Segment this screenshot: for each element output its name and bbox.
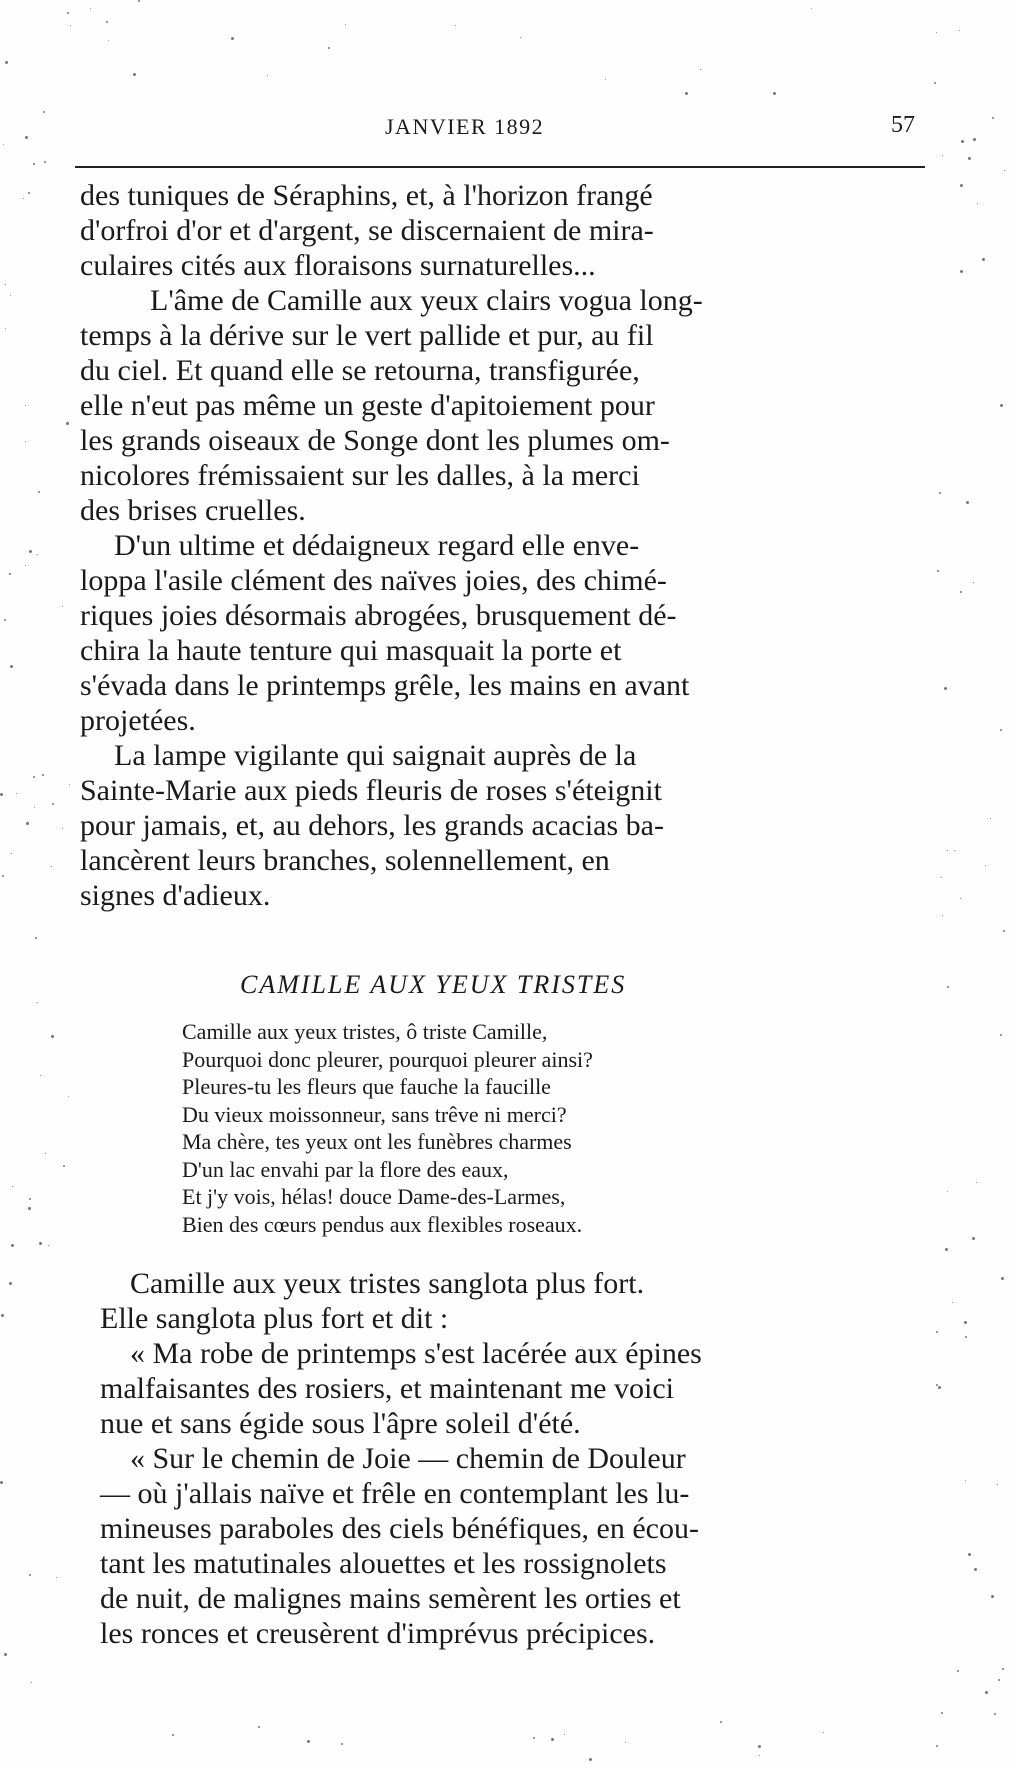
scan-speck <box>965 1480 966 1481</box>
scan-speck <box>1002 1668 1004 1670</box>
scan-speck <box>625 1742 626 1743</box>
scan-speck <box>11 1244 14 1247</box>
scan-speck <box>4 1653 7 1656</box>
scan-speck <box>39 1242 42 1245</box>
scan-speck <box>35 937 37 939</box>
scan-speck <box>40 1075 41 1076</box>
poem-verse: Pleures-tu les fleurs que fauche la faucille <box>182 1074 551 1099</box>
scan-speck <box>997 1484 998 1485</box>
scan-speck <box>51 866 52 867</box>
scan-speck <box>258 1726 260 1728</box>
scan-speck <box>985 865 986 866</box>
scan-speck <box>945 1248 948 1251</box>
scan-speck <box>959 30 960 31</box>
scan-speck <box>5 328 6 329</box>
paragraph-5 <box>100 1266 940 1336</box>
scan-speck <box>1000 404 1003 407</box>
scan-speck <box>267 75 268 76</box>
scan-speck <box>952 1302 953 1303</box>
scan-speck <box>25 405 26 406</box>
scan-speck <box>968 157 971 160</box>
scan-speck <box>9 1282 12 1285</box>
scan-speck <box>936 32 937 33</box>
scan-speck <box>25 136 28 139</box>
text-line: du ciel. Et quand elle se retourna, transfigurée, <box>80 354 640 387</box>
text-line: signes d'adieux. <box>80 879 271 912</box>
scan-speck <box>974 1568 977 1571</box>
scan-speck <box>3 144 4 145</box>
text-line: nicolores frémissaient sur les dalles, à la merci <box>80 459 640 492</box>
poem-verse: Bien des cœurs pendus aux flexibles roseaux. <box>182 1211 583 1237</box>
poem-verse: Pourquoi donc pleurer, pourquoi pleurer ainsi? <box>182 1046 593 1072</box>
paragraph-1 <box>80 178 925 283</box>
scan-speck <box>37 1002 38 1003</box>
scan-speck <box>964 1321 967 1324</box>
scan-speck <box>947 1191 948 1192</box>
scan-speck <box>758 1745 761 1748</box>
text-line: « Ma robe de printemps s'est lacérée aux épines <box>130 1337 702 1370</box>
text-line: L'âme de Camille aux yeux clairs vogua long- <box>150 284 703 317</box>
scan-speck <box>941 1712 943 1714</box>
scan-speck <box>106 21 108 23</box>
scan-speck <box>720 1721 722 1723</box>
scan-speck <box>33 776 35 778</box>
scan-speck <box>937 570 939 572</box>
text-line: riques joies désormais abrogées, brusquement dé- <box>80 599 677 632</box>
scan-speck <box>133 73 136 76</box>
scan-speck <box>56 1577 57 1578</box>
scan-speck <box>28 192 30 194</box>
scan-speck <box>48 1245 49 1246</box>
paragraph-6 <box>100 1336 940 1441</box>
running-header <box>75 108 925 148</box>
scan-speck <box>16 793 17 794</box>
scan-speck <box>968 1553 971 1556</box>
scan-speck <box>5 61 8 64</box>
text-line: les grands oiseaux de Songe dont les plumes om- <box>80 424 670 457</box>
scan-speck <box>941 877 942 878</box>
scan-speck <box>11 853 12 854</box>
scan-speck <box>977 203 978 204</box>
scan-speck <box>973 138 976 141</box>
scan-speck <box>985 1691 988 1694</box>
scan-speck <box>976 1182 977 1183</box>
text-line: des tuniques de Séraphins, et, à l'horizon frangé <box>80 179 653 212</box>
paragraph-7 <box>100 1441 940 1651</box>
text-line: loppa l'asile clément des naïves joies, des chimé- <box>80 564 667 597</box>
scan-speck <box>942 155 943 156</box>
scan-speck <box>63 1165 65 1167</box>
scan-speck <box>936 1331 938 1333</box>
scan-speck <box>990 818 991 819</box>
text-line: « Sur le chemin de Joie — chemin de Douleur <box>130 1442 686 1475</box>
scan-speck <box>1003 930 1005 932</box>
scan-speck <box>44 161 46 163</box>
scan-speck <box>773 92 776 95</box>
scan-speck <box>533 1737 535 1739</box>
main-text-block <box>80 178 925 913</box>
scan-speck <box>1004 170 1005 171</box>
scan-speck <box>965 1336 967 1338</box>
poem-verse: Camille aux yeux tristes, ô triste Camille, <box>182 1019 548 1044</box>
scan-speck <box>961 140 964 143</box>
poem-verse: Ma chère, tes yeux ont les funèbres charmes <box>182 1129 572 1154</box>
scan-speck <box>328 47 330 49</box>
scan-speck <box>605 79 606 80</box>
text-line: Camille aux yeux tristes sanglota plus fort. <box>130 1267 645 1300</box>
page-number: 57 <box>891 112 915 138</box>
scan-speck <box>68 1096 69 1097</box>
scan-speck <box>52 803 54 805</box>
text-line: tant les matutinales alouettes et les rossignolets <box>100 1547 667 1580</box>
scan-speck <box>9 573 11 575</box>
scan-speck <box>700 69 701 70</box>
scan-speck <box>942 915 943 916</box>
text-line: culaires cités aux floraisons surnaturelles... <box>80 249 596 282</box>
scan-speck <box>973 582 974 583</box>
scan-speck <box>138 0 140 2</box>
poem-verse: Et j'y vois, hélas! douce Dame-des-Larmes, <box>182 1184 566 1209</box>
scan-speck <box>957 1670 959 1672</box>
text-line: elle n'eut pas même un geste d'apitoiement pour <box>80 389 655 422</box>
text-line: les ronces et creusèrent d'imprévus précipices. <box>100 1617 656 1650</box>
scan-speck <box>37 554 38 555</box>
scan-speck <box>307 1740 310 1743</box>
scan-speck <box>26 822 29 825</box>
text-line: malfaisantes des rosiers, et maintenant me voici <box>100 1372 674 1405</box>
scan-speck <box>994 1713 996 1715</box>
scan-speck <box>10 295 11 296</box>
scan-speck <box>10 665 13 668</box>
scan-speck <box>960 184 963 187</box>
scan-speck <box>172 1734 174 1736</box>
text-line: Sainte-Marie aux pieds fleuris de roses s'éteignit <box>80 774 662 807</box>
scan-speck <box>759 1755 760 1756</box>
scan-speck <box>960 270 963 273</box>
poem-verse: D'un lac envahi par la flore des eaux, <box>182 1156 509 1182</box>
scan-speck <box>231 37 234 40</box>
scan-speck <box>45 1153 46 1154</box>
scan-speck <box>954 850 955 851</box>
scan-speck <box>25 441 26 442</box>
text-line: d'orfroi d'or et d'argent, se discernaient de mira- <box>80 214 654 247</box>
scan-speck <box>42 774 44 776</box>
poem-verse: Du vieux moissonneur, sans trêve ni merci? <box>182 1101 567 1127</box>
scan-speck <box>29 1574 31 1576</box>
scan-speck <box>34 807 35 808</box>
scan-speck <box>947 986 949 988</box>
scan-speck <box>972 1237 975 1240</box>
scan-speck <box>936 1745 938 1747</box>
scan-speck <box>2 875 4 877</box>
text-line: projetées. <box>80 704 196 737</box>
scan-speck <box>939 492 941 494</box>
scan-speck <box>685 92 688 95</box>
scan-speck <box>345 24 346 25</box>
poem-verses <box>182 1018 882 1238</box>
scan-speck <box>811 8 812 9</box>
scan-speck <box>0 793 3 796</box>
scan-speck <box>823 1732 824 1733</box>
text-line: temps à la dérive sur le vert pallide et pur, au fil <box>80 319 654 352</box>
scan-speck <box>67 12 69 14</box>
text-line: des brises cruelles. <box>80 494 306 527</box>
text-line: mineuses paraboles des ciels bénéfiques, en écou- <box>100 1512 699 1545</box>
scan-speck <box>551 1738 554 1741</box>
text-line: pour jamais, et, au dehors, les grands acacias ba- <box>80 809 664 842</box>
scan-speck <box>934 82 936 84</box>
scan-speck <box>341 1743 343 1745</box>
text-line: Elle sanglota plus fort et dit : <box>100 1302 449 1335</box>
paragraph-4 <box>80 738 925 913</box>
scan-speck <box>960 898 961 899</box>
scan-speck <box>25 565 26 566</box>
scan-speck <box>12 1186 13 1187</box>
poem-title: CAMILLE AUX YEUX TRISTES <box>240 970 627 999</box>
scan-speck <box>90 8 91 9</box>
scan-speck <box>1000 1034 1002 1036</box>
scan-speck <box>29 1198 31 1200</box>
text-line: D'un ultime et dédaigneux regard elle enve- <box>114 529 640 562</box>
scan-speck <box>1000 729 1002 731</box>
text-line: nue et sans égide sous l'âpre soleil d'été. <box>100 1407 581 1440</box>
scan-speck <box>33 163 35 165</box>
text-line: — où j'allais naïve et frêle en contemplant les lu- <box>100 1477 690 1510</box>
scan-speck <box>947 850 948 851</box>
scan-speck <box>589 1758 592 1761</box>
text-line: La lampe vigilante qui saignait auprès de la <box>114 739 637 772</box>
scan-speck <box>991 1595 994 1598</box>
scan-speck <box>0 1481 3 1484</box>
scan-speck <box>43 111 45 113</box>
scan-speck <box>28 1207 31 1210</box>
closing-text-block <box>100 1266 940 1651</box>
scan-speck <box>23 198 24 199</box>
scan-speck <box>992 117 994 119</box>
scan-speck <box>1 1314 4 1317</box>
scan-speck <box>70 25 71 26</box>
scan-speck <box>4 619 6 621</box>
scan-speck <box>1001 1277 1004 1280</box>
scan-speck <box>966 501 969 504</box>
paragraph-2 <box>80 283 925 528</box>
scan-speck <box>944 687 947 690</box>
scan-speck <box>29 550 32 553</box>
text-line: de nuit, de malignes mains semèrent les orties et <box>100 1582 681 1615</box>
scan-speck <box>938 1386 941 1389</box>
scan-speck <box>69 784 70 785</box>
scan-speck <box>960 591 962 593</box>
text-line: s'évada dans le printemps grêle, les mains en avant <box>80 669 690 702</box>
scan-speck <box>564 1734 565 1735</box>
text-line: lancèrent leurs branches, solennellement, en <box>80 844 610 877</box>
scan-speck <box>51 1035 54 1038</box>
scan-speck <box>998 1679 1000 1681</box>
scan-speck <box>38 491 40 493</box>
scan-speck <box>5 284 6 285</box>
scan-speck <box>108 40 109 41</box>
scan-speck <box>520 37 521 38</box>
scan-speck <box>982 258 985 261</box>
scan-speck <box>31 1682 32 1683</box>
paragraph-3 <box>80 528 925 738</box>
scan-speck <box>62 828 63 829</box>
text-line: chira la haute tenture qui masquait la porte et <box>80 634 622 667</box>
scan-speck <box>66 422 69 425</box>
running-title: JANVIER 1892 <box>385 114 545 139</box>
scan-speck <box>455 25 456 26</box>
scan-speck <box>62 606 63 607</box>
header-rule <box>75 166 925 168</box>
